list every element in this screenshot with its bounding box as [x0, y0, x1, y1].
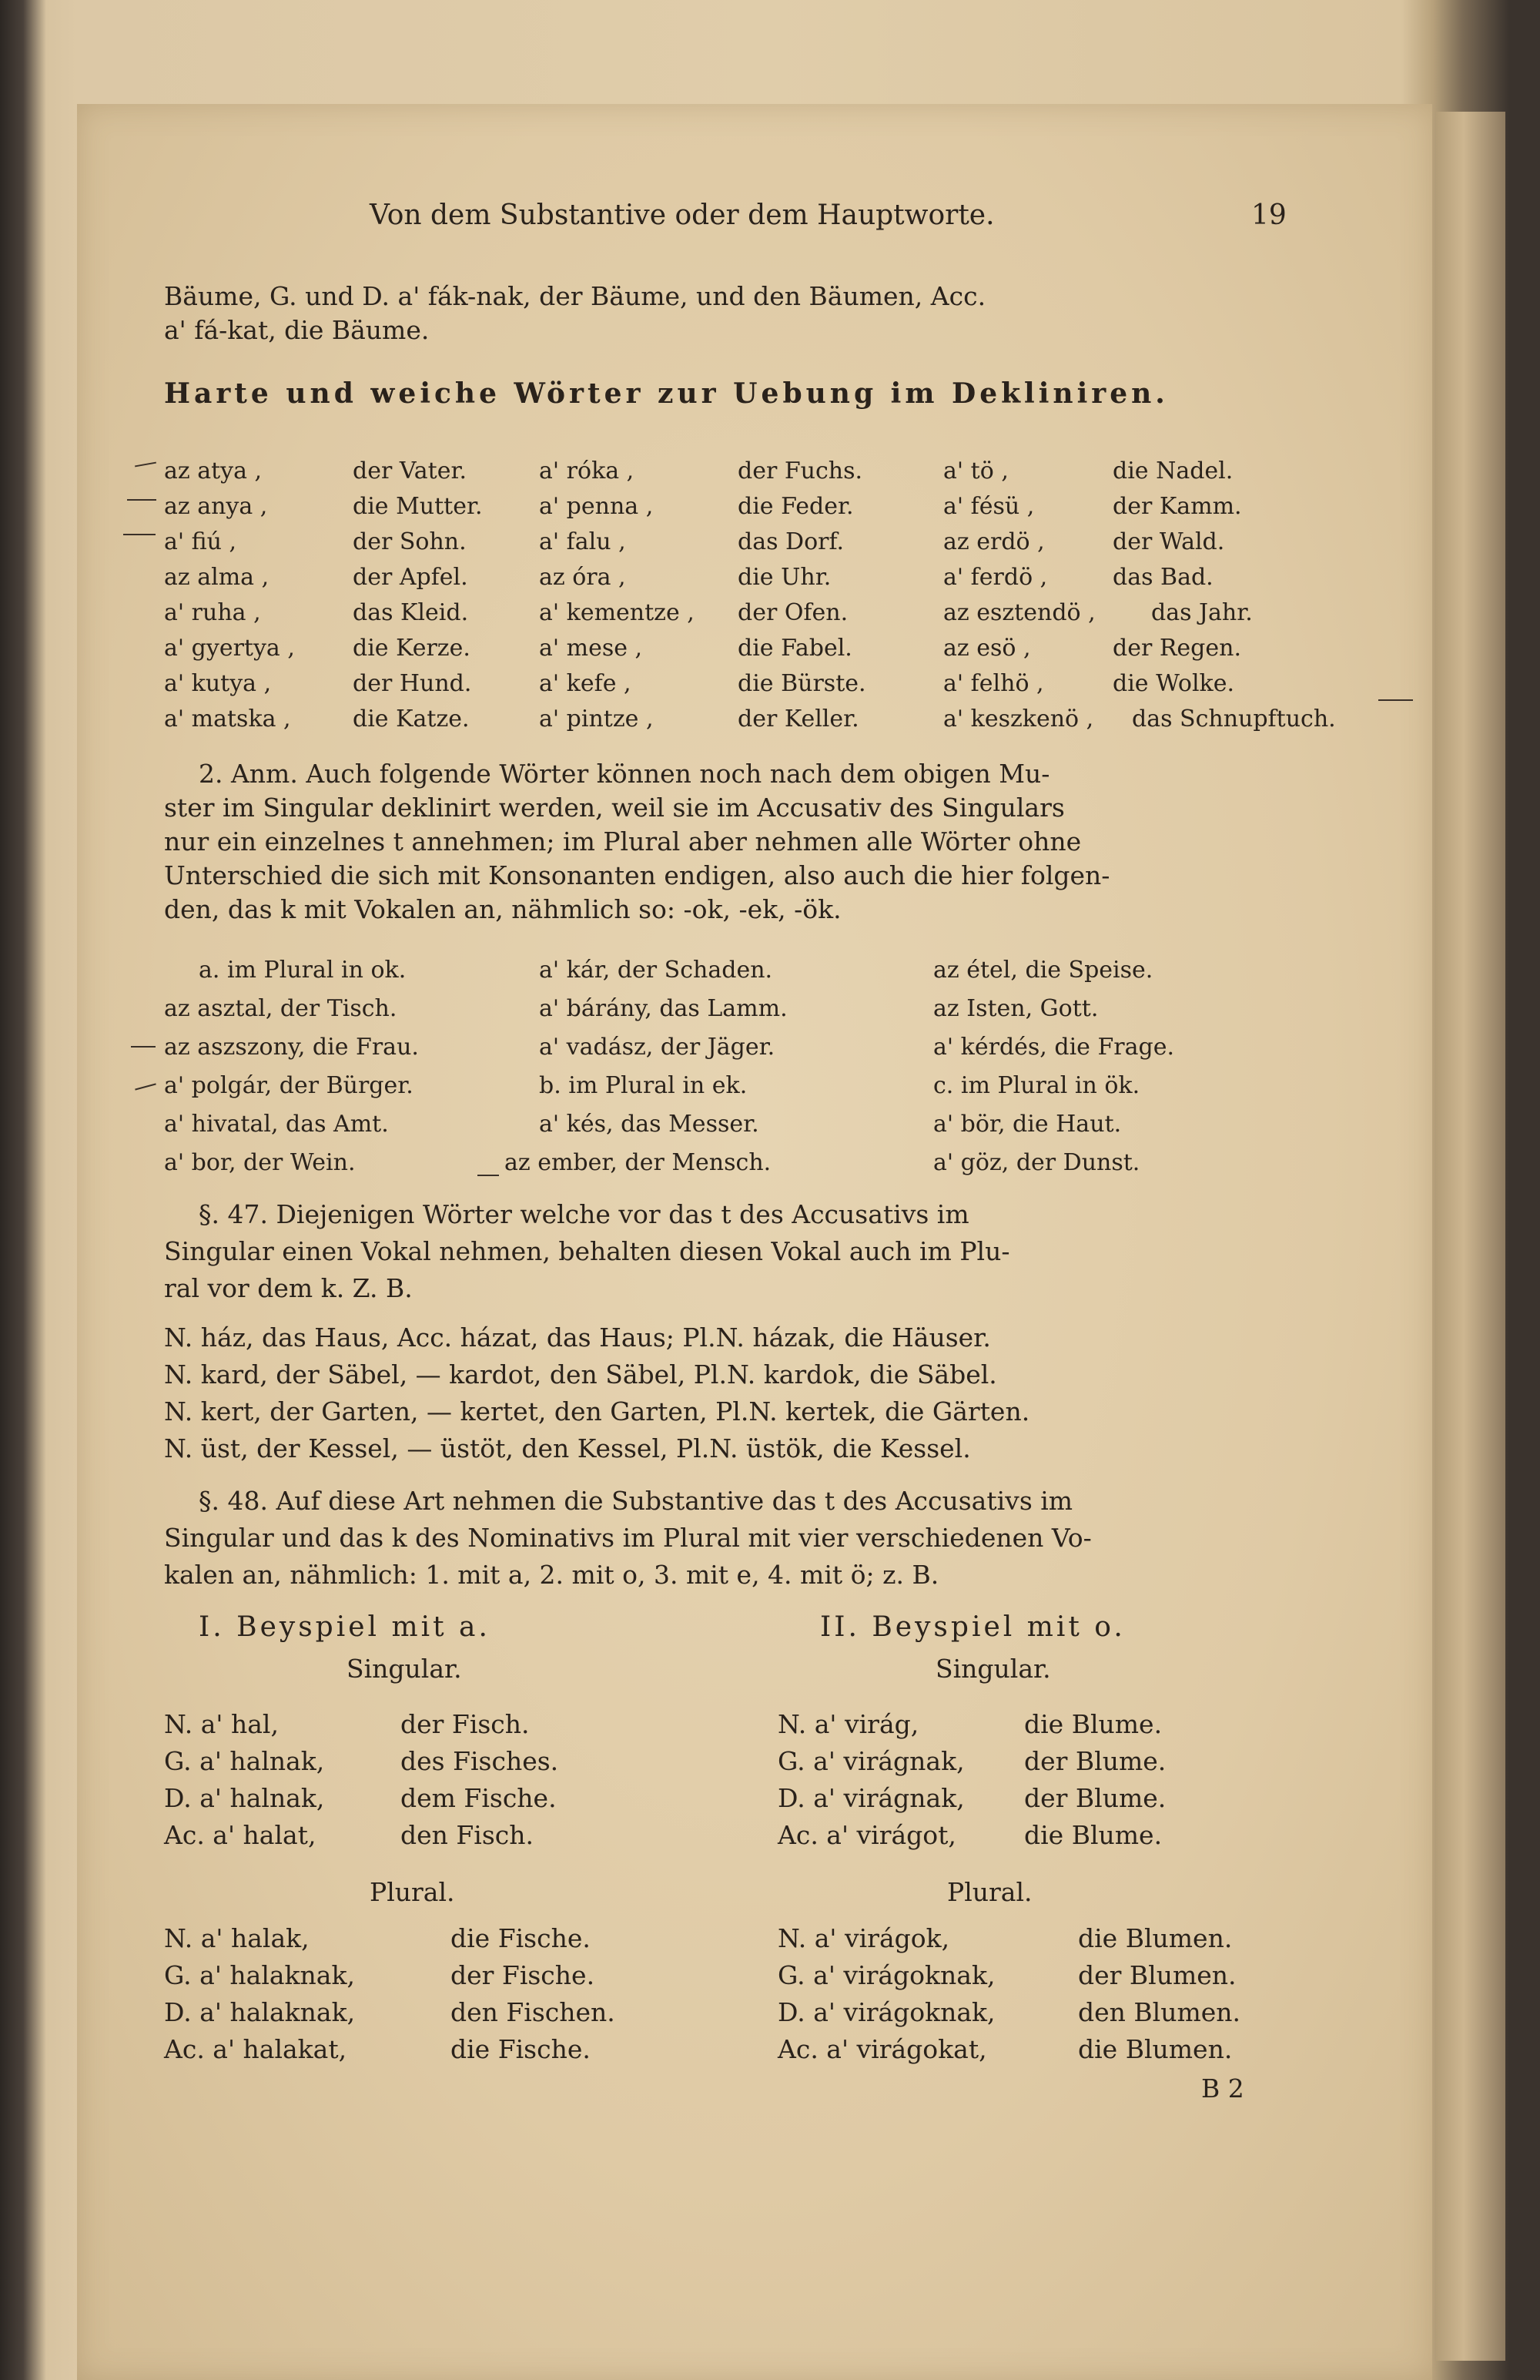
- vocab-hu: a' penna ,: [539, 493, 654, 520]
- example2-title: II. Beyspiel mit o.: [820, 1611, 1126, 1643]
- vocab-hu: a' róka ,: [539, 458, 634, 484]
- vocab-hu: a' ruha ,: [164, 599, 261, 626]
- pencil-mark: [127, 499, 156, 501]
- example1-form: dem Fische.: [400, 1783, 557, 1813]
- vocab-de: der Apfel.: [353, 564, 468, 591]
- anm-line-3: nur ein einzelnes t annehmen; im Plural aber nehmen alle Wörter ohne: [164, 826, 1082, 856]
- plural-entry: az ember, der Mensch.: [504, 1149, 772, 1176]
- vocab-de: das Jahr.: [1151, 599, 1253, 626]
- example2-case: G. a' virágnak,: [778, 1746, 965, 1776]
- plural-entry: c. im Plural in ök.: [933, 1072, 1140, 1099]
- example2-case: D. a' virágoknak,: [778, 1997, 996, 2027]
- plural-entry: a' hivatal, das Amt.: [164, 1111, 389, 1138]
- vocab-de: das Kleid.: [353, 599, 469, 626]
- anm-line-5: den, das k mit Vokalen an, nähmlich so: -ok, -ek, -ök.: [164, 894, 842, 924]
- vocab-de: die Mutter.: [353, 493, 483, 520]
- example2-form: der Blumen.: [1078, 1960, 1237, 1990]
- pencil-mark: [123, 534, 156, 535]
- vocab-de: der Fuchs.: [738, 458, 863, 484]
- example2-form: die Blumen.: [1078, 2034, 1233, 2064]
- example2-plural-label: Plural.: [947, 1877, 1033, 1907]
- vocab-hu: az anya ,: [164, 493, 268, 520]
- example1-case: Ac. a' halakat,: [164, 2034, 347, 2064]
- section47-example-1: N. ház, das Haus, Acc. házat, das Haus; Pl.N. házak, die Häuser.: [164, 1322, 991, 1353]
- intro-line-1: Bäume, G. und D. a' fák-nak, der Bäume, und den Bäumen, Acc.: [164, 281, 986, 311]
- section47-example-2: N. kard, der Säbel, — kardot, den Säbel, Pl.N. kardok, die Säbel.: [164, 1359, 997, 1389]
- vocab-de: der Kamm.: [1113, 493, 1242, 520]
- vocab-hu: a' tö ,: [943, 458, 1009, 484]
- plural-entry: a. im Plural in ok.: [199, 957, 407, 984]
- vocab-hu: a' kefe ,: [539, 670, 631, 697]
- vocab-de: der Hund.: [353, 670, 472, 697]
- example1-case: D. a' halaknak,: [164, 1997, 356, 2027]
- example1-form: der Fisch.: [400, 1709, 530, 1739]
- example1-case: G. a' halaknak,: [164, 1960, 355, 1990]
- vocab-hu: a' kutya ,: [164, 670, 272, 697]
- vocab-hu: a' gyertya ,: [164, 635, 295, 662]
- example2-case: N. a' virágok,: [778, 1923, 950, 1953]
- plural-entry: b. im Plural in ek.: [539, 1072, 748, 1099]
- vocab-de: das Bad.: [1113, 564, 1214, 591]
- plural-entry: az asztal, der Tisch.: [164, 995, 397, 1022]
- vocab-de: das Schnupftuch.: [1132, 706, 1336, 732]
- example1-plural-label: Plural.: [370, 1877, 455, 1907]
- vocab-de: die Wolke.: [1113, 670, 1235, 697]
- example1-case: Ac. a' halat,: [164, 1820, 316, 1850]
- plural-entry: a' göz, der Dunst.: [933, 1149, 1140, 1176]
- section-heading: Harte und weiche Wörter zur Uebung im Dekliniren.: [164, 377, 1169, 410]
- vocab-de: die Feder.: [738, 493, 854, 520]
- example2-case: Ac. a' virágokat,: [778, 2034, 987, 2064]
- example2-form: der Blume.: [1024, 1746, 1167, 1776]
- plural-entry: a' kés, das Messer.: [539, 1111, 759, 1138]
- pencil-mark: [1378, 699, 1413, 701]
- plural-entry: a' bor, der Wein.: [164, 1149, 356, 1176]
- anm-line-4: Unterschied die sich mit Konsonanten endigen, also auch die hier folgen-: [164, 860, 1110, 890]
- example2-case: N. a' virág,: [778, 1709, 919, 1739]
- section48-line-2: Singular und das k des Nominativs im Plural mit vier verschiedenen Vo-: [164, 1523, 1092, 1553]
- vocab-hu: a' fésü ,: [943, 493, 1035, 520]
- vocab-de: die Fabel.: [738, 635, 852, 662]
- example2-form: die Blume.: [1024, 1709, 1163, 1739]
- example2-case: G. a' virágoknak,: [778, 1960, 996, 1990]
- plural-entry: a' bör, die Haut.: [933, 1111, 1122, 1138]
- section47-example-3: N. kert, der Garten, — kertet, den Garten, Pl.N. kertek, die Gärten.: [164, 1396, 1030, 1426]
- vocab-de: der Vater.: [353, 458, 467, 484]
- section47-line-2: Singular einen Vokal nehmen, behalten diesen Vokal auch im Plu-: [164, 1236, 1010, 1266]
- vocab-hu: a' pintze ,: [539, 706, 654, 732]
- vocab-hu: a' mese ,: [539, 635, 643, 662]
- example1-case: N. a' hal,: [164, 1709, 279, 1739]
- anm-line-1: 2. Anm. Auch folgende Wörter können noch nach dem obigen Mu-: [199, 759, 1050, 789]
- plural-entry: a' bárány, das Lamm.: [539, 995, 788, 1022]
- plural-entry: a' kár, der Schaden.: [539, 957, 773, 984]
- vocab-de: der Ofen.: [738, 599, 849, 626]
- plural-entry: az aszszony, die Frau.: [164, 1034, 419, 1061]
- vocab-de: der Wald.: [1113, 528, 1225, 555]
- plural-entry: a' polgár, der Bürger.: [164, 1072, 413, 1099]
- vocab-de: der Keller.: [738, 706, 859, 732]
- example2-form: der Blume.: [1024, 1783, 1167, 1813]
- vocab-de: der Sohn.: [353, 528, 467, 555]
- vocab-de: der Regen.: [1113, 635, 1241, 662]
- example1-form: die Fische.: [450, 2034, 591, 2064]
- vocab-hu: a' keszkenö ,: [943, 706, 1094, 732]
- example2-case: D. a' virágnak,: [778, 1783, 965, 1813]
- page-number: 19: [1251, 199, 1287, 231]
- example1-form: den Fischen.: [450, 1997, 615, 2027]
- vocab-de: die Nadel.: [1113, 458, 1234, 484]
- vocab-hu: az esö ,: [943, 635, 1031, 662]
- page-fore-edge: [1436, 112, 1505, 2361]
- vocab-de: die Bürste.: [738, 670, 866, 697]
- example1-form: die Fische.: [450, 1923, 591, 1953]
- signature-mark: B 2: [1201, 2073, 1244, 2103]
- example1-form: den Fisch.: [400, 1820, 534, 1850]
- example2-singular-label: Singular.: [936, 1654, 1051, 1684]
- running-title: Von dem Substantive oder dem Hauptworte.: [370, 199, 995, 231]
- example1-case: D. a' halnak,: [164, 1783, 325, 1813]
- section47-example-4: N. üst, der Kessel, — üstöt, den Kessel, Pl.N. üstök, die Kessel.: [164, 1433, 971, 1463]
- plural-entry: a' kérdés, die Frage.: [933, 1034, 1174, 1061]
- section48-line-3: kalen an, nähmlich: 1. mit a, 2. mit o, 3. mit e, 4. mit ö; z. B.: [164, 1560, 939, 1590]
- vocab-de: das Dorf.: [738, 528, 845, 555]
- vocab-hu: az óra ,: [539, 564, 626, 591]
- plural-entry: az Isten, Gott.: [933, 995, 1099, 1022]
- intro-line-2: a' fá-kat, die Bäume.: [164, 315, 430, 345]
- example2-case: Ac. a' virágot,: [778, 1820, 956, 1850]
- vocab-hu: az atya ,: [164, 458, 263, 484]
- example1-case: N. a' halak,: [164, 1923, 310, 1953]
- vocab-hu: a' falu ,: [539, 528, 626, 555]
- vocab-hu: a' matska ,: [164, 706, 291, 732]
- example1-singular-label: Singular.: [346, 1654, 462, 1684]
- vocab-hu: a' fiú ,: [164, 528, 237, 555]
- plural-entry: a' vadász, der Jäger.: [539, 1034, 775, 1061]
- pencil-mark: [131, 1046, 156, 1048]
- anm-line-2: ster im Singular deklinirt werden, weil sie im Accusativ des Singulars: [164, 793, 1065, 823]
- vocab-hu: a' felhö ,: [943, 670, 1044, 697]
- vocab-hu: az erdö ,: [943, 528, 1045, 555]
- example1-title: I. Beyspiel mit a.: [199, 1611, 490, 1643]
- vocab-hu: az esztendö ,: [943, 599, 1096, 626]
- section47-line-1: §. 47. Diejenigen Wörter welche vor das t des Accusativs im: [199, 1199, 969, 1229]
- example2-form: den Blumen.: [1078, 1997, 1241, 2027]
- vocab-de: die Katze.: [353, 706, 470, 732]
- example1-form: der Fische.: [450, 1960, 595, 1990]
- vocab-de: die Kerze.: [353, 635, 470, 662]
- vocab-de: die Uhr.: [738, 564, 832, 591]
- example2-form: die Blumen.: [1078, 1923, 1233, 1953]
- section47-line-3: ral vor dem k. Z. B.: [164, 1273, 413, 1303]
- vocab-hu: a' kementze ,: [539, 599, 695, 626]
- example1-form: des Fisches.: [400, 1746, 559, 1776]
- vocab-hu: az alma ,: [164, 564, 270, 591]
- pencil-mark: [477, 1175, 499, 1176]
- example1-case: G. a' halnak,: [164, 1746, 325, 1776]
- example2-form: die Blume.: [1024, 1820, 1163, 1850]
- vocab-hu: a' ferdö ,: [943, 564, 1048, 591]
- section48-line-1: §. 48. Auf diese Art nehmen die Substantive das t des Accusativs im: [199, 1486, 1073, 1516]
- plural-entry: az étel, die Speise.: [933, 957, 1153, 984]
